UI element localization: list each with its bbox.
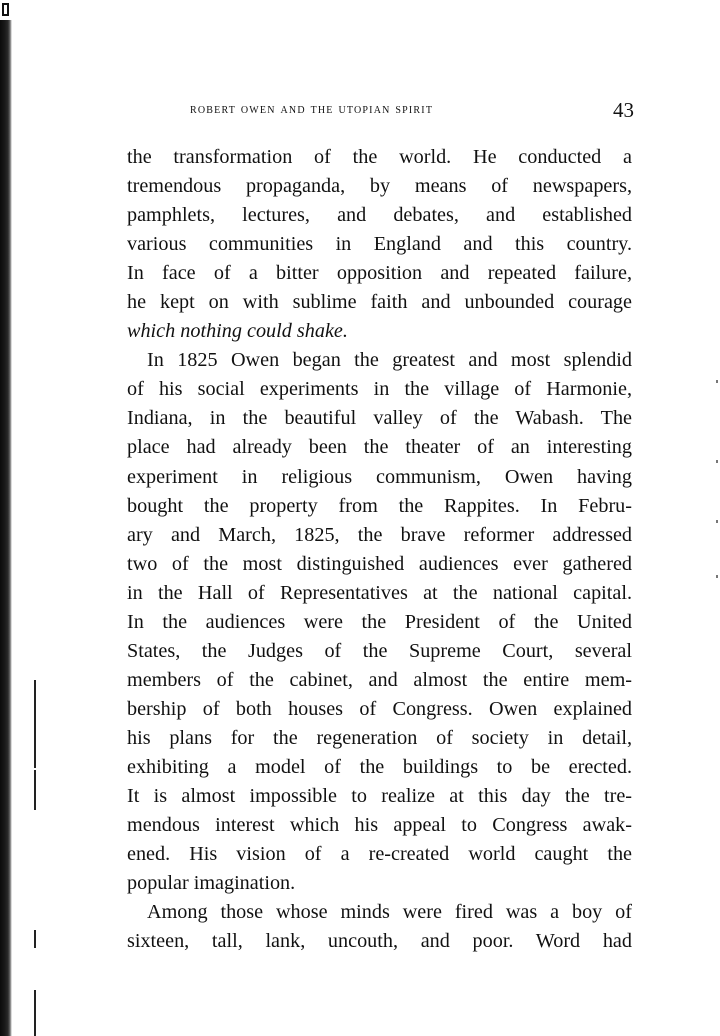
text-line: exhibiting a model of the buildings to be erected. xyxy=(127,755,632,778)
running-head: robert owen and the utopian spirit xyxy=(190,101,434,117)
text-line: of his social experiments in the village of Harmonie, xyxy=(127,378,632,401)
body-text xyxy=(127,143,632,956)
spine-tab-mark xyxy=(0,0,12,20)
scan-speck xyxy=(716,575,718,578)
text-line: two of the most distinguished audiences ever gathered xyxy=(127,552,632,575)
text-line: ened. His vision of a re-created world caught the xyxy=(127,843,632,866)
text-line: Indiana, in the beautiful valley of the Wabash. The xyxy=(127,407,632,430)
margin-scan-line xyxy=(34,930,36,948)
text-line: States, the Judges of the Supreme Court, several xyxy=(127,639,632,662)
text-line: tremendous propaganda, by means of newspapers, xyxy=(127,175,632,198)
scan-speck xyxy=(716,460,718,463)
margin-scan-line xyxy=(34,770,36,810)
text-line: various communities in England and this country. xyxy=(127,233,632,256)
paragraph-start-line: Among those whose minds were fired was a boy of xyxy=(147,901,632,924)
text-line: he kept on with sublime faith and unbounded courage xyxy=(127,291,632,314)
text-line: place had already been the theater of an interesting xyxy=(127,436,632,459)
text-line: mendous interest which his appeal to Congress awak- xyxy=(127,814,632,837)
margin-scan-line xyxy=(34,990,36,1036)
scan-speck xyxy=(716,520,718,523)
text-line: In face of a bitter opposition and repeated failure, xyxy=(127,262,632,285)
text-line: bership of both houses of Congress. Owen explained xyxy=(127,697,632,720)
text-line: which nothing could shake. xyxy=(127,320,348,343)
text-line: pamphlets, lectures, and debates, and established xyxy=(127,204,632,227)
margin-scan-line xyxy=(34,680,36,768)
book-spine-shadow xyxy=(0,0,12,1036)
text-line: the transformation of the world. He conducted a xyxy=(127,146,632,168)
text-line: bought the property from the Rappites. In Febru- xyxy=(127,494,632,517)
text-line: in the Hall of Representatives at the national capital. xyxy=(127,581,632,604)
text-line: his plans for the regeneration of society in detail, xyxy=(127,726,632,749)
text-line: ary and March, 1825, the brave reformer addressed xyxy=(127,523,632,546)
page-number: 43 xyxy=(613,98,634,122)
paragraph-start-line: In 1825 Owen began the greatest and most splendid xyxy=(147,349,632,372)
text-line: In the audiences were the President of the United xyxy=(127,610,632,633)
scan-speck xyxy=(716,380,718,383)
text-line: popular imagination. xyxy=(127,872,296,895)
text-line: It is almost impossible to realize at this day the tre- xyxy=(127,785,632,808)
text-line: experiment in religious communism, Owen having xyxy=(127,465,632,488)
text-line: members of the cabinet, and almost the entire mem- xyxy=(127,668,632,691)
page-header xyxy=(190,98,634,122)
text-line: sixteen, tall, lank, uncouth, and poor. Word had xyxy=(127,930,632,953)
